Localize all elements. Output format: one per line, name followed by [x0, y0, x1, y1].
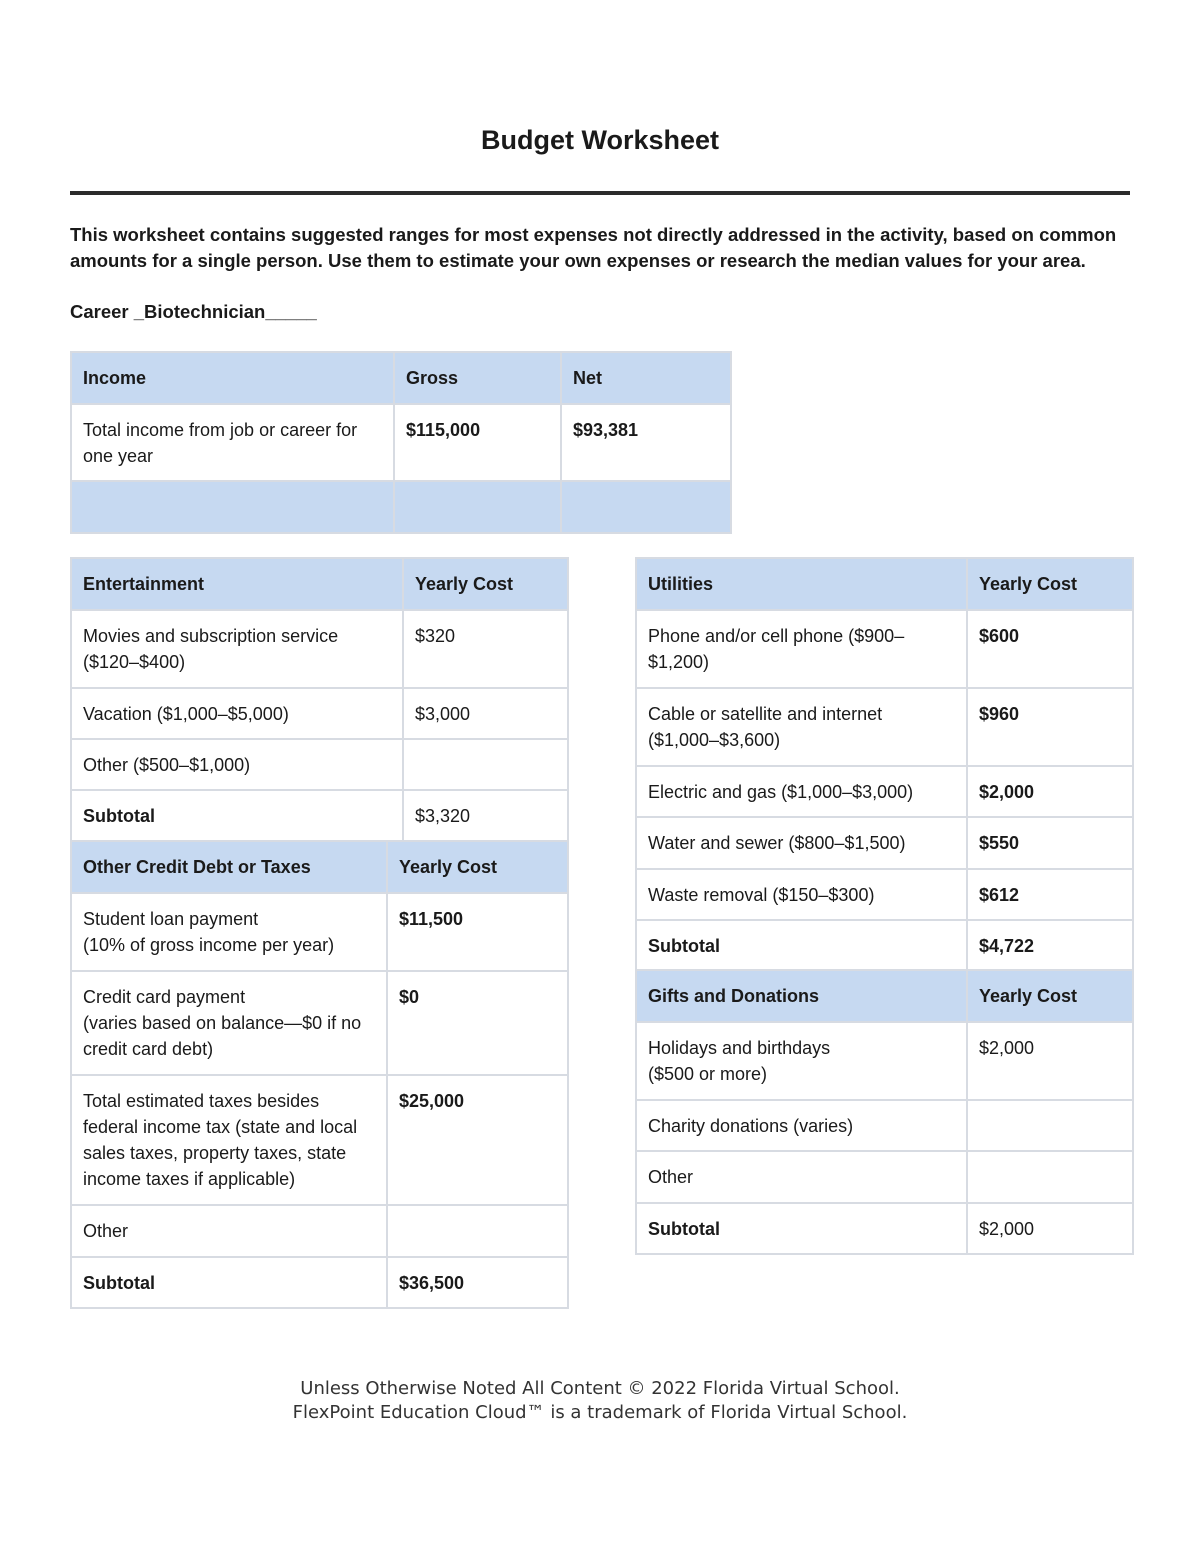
- table-row: [71, 688, 568, 739]
- subtotal-row: [71, 1257, 568, 1308]
- row-cost[interactable]: $2,000: [967, 766, 1133, 817]
- subtotal-value: $2,000: [967, 1203, 1133, 1254]
- header-credit-debt: Other Credit Debt or Taxes: [71, 841, 387, 893]
- header-income: Income: [71, 352, 394, 404]
- table-row: [71, 1205, 568, 1257]
- row-label-line2: (varies based on balance—$0 if no credit card debt): [83, 1013, 362, 1059]
- row-label: Vacation ($1,000–$5,000): [71, 688, 403, 739]
- header-yearly-cost: Yearly Cost: [967, 970, 1133, 1022]
- footer-copyright: Unless Otherwise Noted All Content © 2022 Florida Virtual School.: [300, 1378, 900, 1399]
- subtotal-label: Subtotal: [636, 920, 967, 972]
- subtotal-label: Subtotal: [636, 1203, 967, 1254]
- income-gross-value[interactable]: $115,000: [394, 404, 561, 481]
- footer-trademark: FlexPoint Education Cloud™ is a trademark of Florida Virtual School.: [292, 1402, 908, 1423]
- row-label: Movies and subscription service ($120–$400): [71, 610, 403, 688]
- row-cost[interactable]: [967, 1151, 1133, 1203]
- header-yearly-cost: Yearly Cost: [967, 558, 1133, 610]
- header-entertainment: Entertainment: [71, 558, 403, 610]
- empty-cell: [71, 481, 394, 533]
- table-row: [636, 610, 1133, 688]
- row-cost[interactable]: [403, 739, 568, 790]
- page-title: Budget Worksheet: [480, 125, 720, 155]
- table-header-row: [71, 352, 731, 404]
- table-row: [71, 1075, 568, 1205]
- row-cost[interactable]: $11,500: [387, 893, 568, 971]
- row-label: Cable or satellite and internet ($1,000–$3,600): [636, 688, 967, 766]
- header-utilities: Utilities: [636, 558, 967, 610]
- row-label: Other: [71, 1205, 387, 1257]
- entertainment-table: [70, 557, 569, 842]
- row-label-line2: ($500 or more): [648, 1064, 768, 1084]
- row-label: Phone and/or cell phone ($900–$1,200): [636, 610, 967, 688]
- row-label: [71, 893, 387, 971]
- table-row: [71, 971, 568, 1075]
- career-field: Career _Biotechnician_____: [70, 301, 317, 322]
- row-cost[interactable]: $25,000: [387, 1075, 568, 1205]
- title-divider: [70, 191, 1130, 195]
- row-label-line1: Credit card payment: [83, 987, 246, 1007]
- row-cost[interactable]: $550: [967, 817, 1133, 869]
- row-cost[interactable]: $0: [387, 971, 568, 1075]
- table-row-empty: [71, 481, 731, 533]
- table-header-row: [636, 558, 1133, 610]
- row-label-line1: Student loan payment: [83, 909, 259, 929]
- subtotal-value: $3,320: [403, 790, 568, 841]
- row-label-line2: (10% of gross income per year): [83, 935, 335, 955]
- subtotal-label: Subtotal: [71, 1257, 387, 1308]
- table-row: [71, 893, 568, 971]
- subtotal-label: Subtotal: [71, 790, 403, 841]
- row-cost[interactable]: $960: [967, 688, 1133, 766]
- table-row: [71, 610, 568, 688]
- table-row: [636, 1100, 1133, 1151]
- table-row: [636, 869, 1133, 920]
- subtotal-value: $4,722: [967, 920, 1133, 972]
- header-net: Net: [561, 352, 731, 404]
- table-header-row: [71, 558, 568, 610]
- row-cost[interactable]: $2,000: [967, 1022, 1133, 1100]
- row-cost[interactable]: [387, 1205, 568, 1257]
- row-label: Water and sewer ($800–$1,500): [636, 817, 967, 869]
- header-gifts: Gifts and Donations: [636, 970, 967, 1022]
- table-row: [636, 766, 1133, 817]
- row-label: Electric and gas ($1,000–$3,000): [636, 766, 967, 817]
- row-cost[interactable]: $600: [967, 610, 1133, 688]
- row-label: Other: [636, 1151, 967, 1203]
- income-table: [70, 351, 732, 534]
- subtotal-value: $36,500: [387, 1257, 568, 1308]
- row-label: Charity donations (varies): [636, 1100, 967, 1151]
- row-label: [71, 971, 387, 1075]
- row-label: Total estimated taxes besides federal income tax (state and local sales taxes, property taxes, state income taxes if applicable): [71, 1075, 387, 1205]
- table-row: [71, 739, 568, 790]
- utilities-table: [635, 557, 1134, 973]
- table-row: [636, 1151, 1133, 1203]
- header-yearly-cost: Yearly Cost: [403, 558, 568, 610]
- row-label-line1: Holidays and birthdays: [648, 1038, 831, 1058]
- gifts-donations-table: [635, 969, 1134, 1255]
- empty-cell: [394, 481, 561, 533]
- row-label: [636, 1022, 967, 1100]
- subtotal-row: [71, 790, 568, 841]
- row-label: Waste removal ($150–$300): [636, 869, 967, 920]
- empty-cell: [561, 481, 731, 533]
- table-row: [636, 1022, 1133, 1100]
- table-row: [71, 404, 731, 481]
- credit-debt-taxes-table: [70, 840, 569, 1309]
- footer: [0, 1377, 1200, 1425]
- intro-text: This worksheet contains suggested ranges for most expenses not directly addressed in the activity, based on common amounts for a single person. Use them to estimate your own expenses or research the median values for your area.: [70, 224, 1117, 271]
- subtotal-row: [636, 1203, 1133, 1254]
- table-header-row: [636, 970, 1133, 1022]
- header-yearly-cost: Yearly Cost: [387, 841, 568, 893]
- header-gross: Gross: [394, 352, 561, 404]
- table-header-row: [71, 841, 568, 893]
- table-row: [636, 817, 1133, 869]
- table-row: [636, 688, 1133, 766]
- subtotal-row: [636, 920, 1133, 972]
- row-cost[interactable]: $3,000: [403, 688, 568, 739]
- row-label: Other ($500–$1,000): [71, 739, 403, 790]
- row-cost[interactable]: $320: [403, 610, 568, 688]
- row-cost[interactable]: $612: [967, 869, 1133, 920]
- row-cost[interactable]: [967, 1100, 1133, 1151]
- income-label: Total income from job or career for one year: [71, 404, 394, 481]
- income-net-value[interactable]: $93,381: [561, 404, 731, 481]
